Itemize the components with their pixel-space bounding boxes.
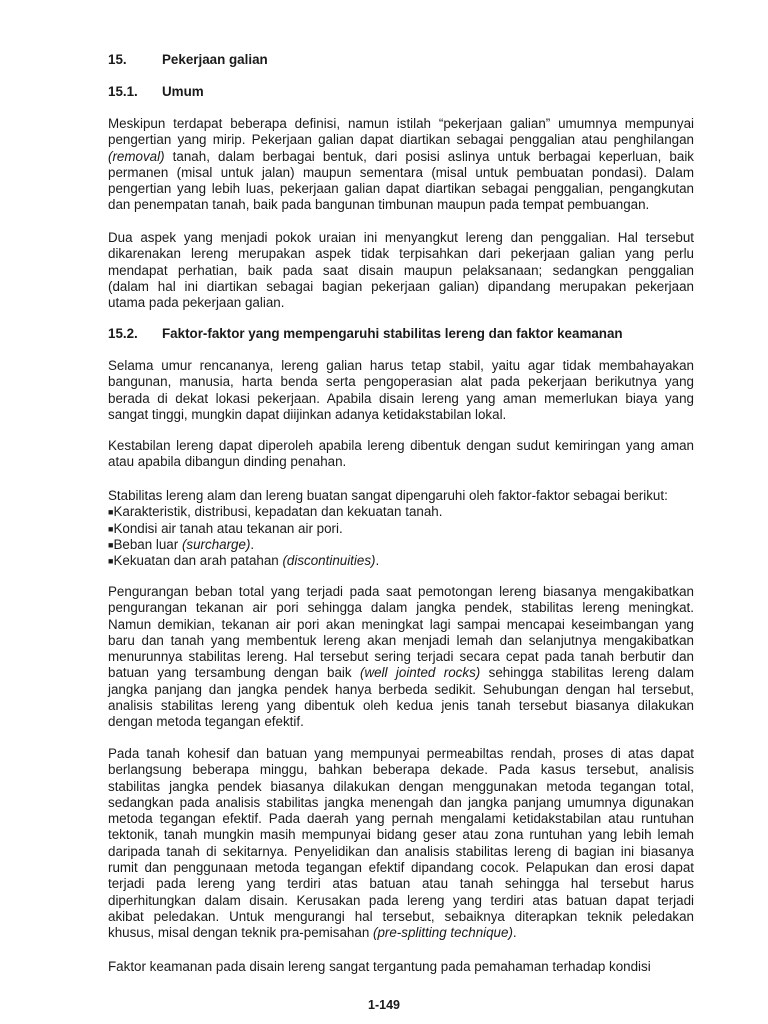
text-line: pengertian yang lebih luas, pekerjaan galian dapat diartikan sebagai penggalian, pengangkutan [108,181,694,197]
paragraph-2 [108,230,694,311]
text-line: batuan yang tersambung dengan baik (well jointed rocks) sehingga stabilitas lereng dalam [108,665,694,681]
subsection-heading-1 [108,84,204,100]
bullet-square-icon: ■ [108,539,114,550]
italic-term: (removal) [108,148,165,164]
subsection-number: 15.1. [108,84,138,99]
text-line: terjadi pada lereng yang terdiri atas batuan atau tanah sehingga hal tersebut harus [108,876,694,892]
text-line: dan penempatan tanah, baik pada bangunan timbunan maupun pada tempat pembuangan. [108,197,650,213]
text-line: khusus, misal dengan teknik pra-pemisahan (pre-splitting technique). [108,925,517,941]
text-line: dengan metoda tegangan efektif. [108,714,304,730]
bullet-square-icon: ■ [108,507,114,518]
section-heading [108,52,268,68]
text-line: Faktor keamanan pada disain lereng sangat tergantung pada pemahaman terhadap kondisi [108,959,651,974]
italic-term: (well jointed rocks) [359,665,481,681]
list-item: ■Karakteristik, distribusi, kepadatan dan kekuatan tanah. [108,504,443,520]
list-intro: Stabilitas lereng alam dan lereng buatan sangat dipengaruhi oleh faktor-faktor sebagai berikut: [108,488,668,503]
factor-list [108,488,694,569]
section-title: Pekerjaan galian [162,52,268,67]
subsection-heading-2 [108,326,623,342]
text-line: Pada tanah kohesif dan batuan yang mempunyai permeabiltas rendah, proses di atas dapat [108,746,694,761]
text-line: utama pada pekerjaan galian. [108,295,285,311]
paragraph-7 [108,746,694,942]
text-line: menurunnya stabilitas lereng. Hal tersebut sering terjadi secara cepat pada tanah berbutir dan [108,649,694,665]
italic-term: (surcharge) [181,536,251,552]
bullet-square-icon: ■ [108,523,114,534]
text-line: mendapat perhatian, baik pada saat disain maupun pelaksanaan; sedangkan penggalian [108,262,694,278]
text-line: (dalam hal ini diartikan sebagai bagian pekerjaan galian) dipandang merupakan pekerjaan [108,278,694,294]
text-line: Kestabilan lereng dapat diperoleh apabila lereng dibentuk dengan sudut kemiringan yang aman [108,438,694,453]
text-line: Namun demikian, tekanan air pori akan meningkat lagi sampai mencapai keseimbangan yang [108,616,694,632]
subsection-number: 15.2. [108,326,138,341]
text-line: stabilitas jangka pendek biasanya dilakukan dengan menggunakan metoda tegangan total, [108,778,694,794]
text-line: sangat tinggi, mungkin dapat diijinkan adanya ketidakstabilan lokal. [108,406,507,422]
text-line: tektonik, tanah mungkin masih mempunyai bidang geser atau zona runtuhan yang lebih lemah [108,827,694,843]
text-line: permanen (misal untuk jalan) maupun sementara (misal untuk pembuatan pondasi). Dalam [108,164,694,180]
text-line: dikarenakan lereng merupakan aspek tidak terpisahkan dari pekerjaan galian yang perlu [108,246,694,262]
section-number: 15. [108,52,127,67]
page-number: 1-149 [368,998,400,1012]
paragraph-1 [108,116,694,214]
text-line: metoda tegangan efektif. Pada daerah yang pernah mengalami ketidakstabilan atau runtuhan [108,811,694,827]
paragraph-3 [108,358,694,423]
text-line: atau apabila dibangun dinding penahan. [108,454,347,470]
paragraph-4 [108,438,694,471]
bullet-square-icon: ■ [108,556,114,567]
text-line: bangunan, manusia, harta benda serta pengoperasian alat pada pekerjaan berikutnya yang [108,374,694,390]
text-line: baru dan tanah yang membentuk lereng akan menjadi lemah dan selanjutnya mengakibatkan [108,632,694,648]
list-item: ■Kondisi air tanah atau tekanan air pori. [108,520,343,536]
text-line: Dua aspek yang menjadi pokok uraian ini menyangkut lereng dan penggalian. Hal tersebut [108,230,694,245]
paragraph-8 [108,959,694,975]
text-line: Meskipun terdapat beberapa definisi, namun istilah “pekerjaan galian” umumnya mempunyai [108,116,694,131]
italic-term: (discontinuities) [282,553,376,569]
text-line: pengurangan tekanan air pori sehingga dalam jangka pendek, stabilitas lereng meningkat. [108,600,694,616]
italic-term: (pre-splitting technique) [372,925,513,941]
list-item: ■Beban luar (surcharge). [108,536,255,552]
text-line: diperhitungkan dalam disain. Kerusakan pada lereng yang terdiri atas batuan dapat terjadi [108,892,694,908]
subsection-title: Umum [162,84,204,99]
text-line: akibat peledakan. Untuk mengurangi hal tersebut, sebaiknya diterapkan teknik peledakan [108,908,694,924]
text-line: rumit dan penggunaan metoda tegangan efektif dipandang cocok. Pelapukan dan erosi dapat [108,860,694,876]
text-line: analisis stabilitas lereng yang dibentuk oleh kedua jenis tanah tersebut biasanya dilakukan [108,698,694,714]
text-line: jangka panjang dan jangka pendek hanya berbeda sedikit. Sehubungan dengan hal tersebut, [108,681,694,697]
text-line: Pengurangan beban total yang terjadi pada saat pemotongan lereng biasanya mengakibatkan [108,584,694,599]
text-line: Selama umur rencananya, lereng galian harus tetap stabil, yaitu agar tidak membahayakan [108,358,694,373]
text-line: (removal) tanah, dalam berbagai bentuk, dari posisi aslinya untuk berbagai keperluan, baik [108,148,694,164]
text-line: berlangsung beberapa minggu, bahkan beberapa dekade. Pada kasus tersebut, analisis [108,762,694,778]
paragraph-6 [108,584,694,731]
list-item: ■Kekuatan dan arah patahan (discontinuities). [108,553,380,569]
text-line: pengertian yang mirip. Pekerjaan galian dapat diartikan sebagai penggalian atau penghilangan [108,132,694,148]
subsection-title: Faktor-faktor yang mempengaruhi stabilitas lereng dan faktor keamanan [162,326,623,341]
text-line: sedangkan pada analisis stabilitas jangka menengah dan jangka panjang umumnya digunakan [108,794,694,810]
text-line: berada di dekat lokasi pekerjaan. Apabila disain lereng yang aman memerlukan biaya yang [108,390,694,406]
text-line: daripada tanah di sekitarnya. Penyelidikan dan analisis stabilitas lereng di bagian ini biasanya [108,843,694,859]
